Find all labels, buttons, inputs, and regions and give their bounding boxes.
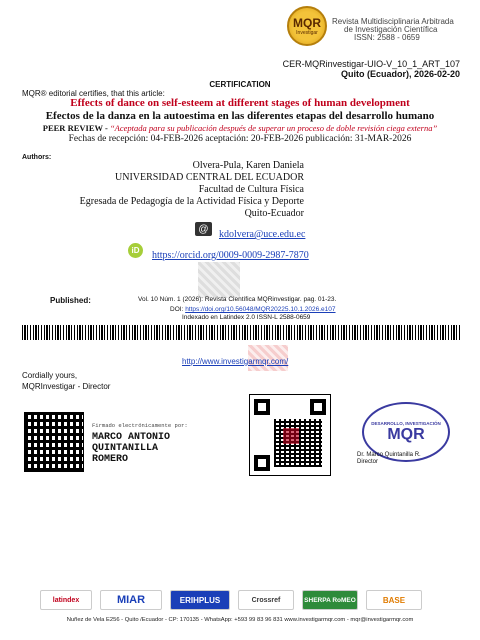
director-role: Director xyxy=(357,459,379,465)
article-title-en: Effects of dance on self-esteem at different stages of human development xyxy=(70,97,410,109)
orcid-icon: iD xyxy=(128,243,143,258)
watermark-logo xyxy=(198,262,240,298)
journal-issn: ISSN: 2588 - 0659 xyxy=(354,33,420,42)
certificate-code: CER-MQRinvestigar-UIO-V_10_1_ART_107 xyxy=(282,59,460,69)
author-email-link[interactable]: kdolvera@uce.edu.ec xyxy=(219,229,306,240)
signature-block xyxy=(92,422,188,465)
director-block xyxy=(357,452,421,466)
journal-name-line2: de Investigación Científica xyxy=(344,25,438,34)
sherpa-romeo-logo[interactable]: SHERPA RoMEO xyxy=(302,590,358,610)
footer-address: Nuñez de Vela E256 - Quito /Ecuador - CP: 170135 - WhatsApp: +593 99 83 96 831 www.investigarmqr.com - mqr@investigarmqr.com xyxy=(66,617,414,623)
miar-logo[interactable]: MIAR xyxy=(100,590,162,610)
author-name: Olvera-Pula, Karen Daniela xyxy=(192,160,304,171)
author-city: Quito-Ecuador xyxy=(244,208,304,219)
footer-logos xyxy=(40,590,440,610)
published-label: Published: xyxy=(50,296,91,305)
publication-dates: Fechas de recepción: 04-FEB-2026 aceptación: 20-FEB-2026 publicación: 31-MAR-2026 xyxy=(68,134,412,144)
journal-logo xyxy=(287,6,327,46)
barcode-strip xyxy=(22,325,462,340)
journal-info xyxy=(332,18,472,42)
place-date: Quito (Ecuador), 2026-02-20 xyxy=(340,69,460,79)
doi-label: DOI: xyxy=(170,306,184,313)
director-name: Dr. Marco Quintanilla R. xyxy=(357,452,421,458)
author-university: UNIVERSIDAD CENTRAL DEL ECUADOR xyxy=(115,172,304,183)
signature-name-line3: ROMERO xyxy=(92,454,129,465)
closing-block xyxy=(22,370,110,392)
signature-caption: Firmado electrónicamente por: xyxy=(92,422,188,429)
peer-review-label: PEER REVIEW - xyxy=(42,123,110,133)
article-title-es: Efectos de la danza en la autoestima en las diferentes etapas del desarrollo humano xyxy=(45,110,435,122)
signature-qr-code xyxy=(24,412,84,472)
seal-ring-text: DESARROLLO, INVESTIGACIÓN xyxy=(371,420,441,426)
certificate-heading: CERTIFICATION xyxy=(209,80,271,89)
signature-name-line1: MARCO ANTONIO xyxy=(92,432,171,443)
journal-name-line1: Revista Multidisciplinaria Arbitrada xyxy=(332,17,454,26)
peer-review xyxy=(0,123,480,133)
closing-line2: MQRInvestigar - Director xyxy=(22,382,111,391)
website-link[interactable]: http://www.investigarmqr.com/ xyxy=(182,357,289,366)
author-degree: Egresada de Pedagogía de la Actividad Física y Deporte xyxy=(79,196,304,207)
latindex-logo[interactable]: latindex xyxy=(40,590,92,610)
published-doi xyxy=(170,306,336,313)
orcid-link[interactable]: https://orcid.org/0009-0009-2987-7870 xyxy=(152,250,309,261)
signature-name-line2: QUINTANILLA xyxy=(92,443,159,454)
doi-link[interactable]: https://doi.org/10.56048/MQR20225.10.1.2026.e107 xyxy=(185,306,336,313)
email-icon: @ xyxy=(195,222,212,236)
certificate-intro: MQR® editorial certifies, that this article: xyxy=(22,89,165,98)
logo-text: MQR xyxy=(293,16,321,30)
verification-qr-code xyxy=(249,394,331,476)
crossref-logo[interactable]: Crossref xyxy=(238,590,294,610)
published-index: Indexado en Latindex 2.0 ISSN-L 2588-0659 xyxy=(182,314,311,321)
authors-label: Authors: xyxy=(22,154,52,161)
erihplus-logo[interactable]: ERIHPLUS xyxy=(170,590,230,610)
base-logo[interactable]: BASE xyxy=(366,590,422,610)
author-faculty: Facultad de Cultura Física xyxy=(198,184,304,195)
logo-subtext: Investigar xyxy=(296,30,318,36)
peer-review-text: “Aceptada para su publicación después de superar un proceso de doble revisión ciega externa” xyxy=(109,123,438,133)
author-block xyxy=(80,160,304,220)
published-volume: Vol. 10 Núm. 1 (2026): Revista Científica MQRinvestigar. pag. 01-23. xyxy=(138,296,337,303)
closing-line1: Cordially yours, xyxy=(22,371,78,380)
seal-center: MQR xyxy=(387,425,425,443)
